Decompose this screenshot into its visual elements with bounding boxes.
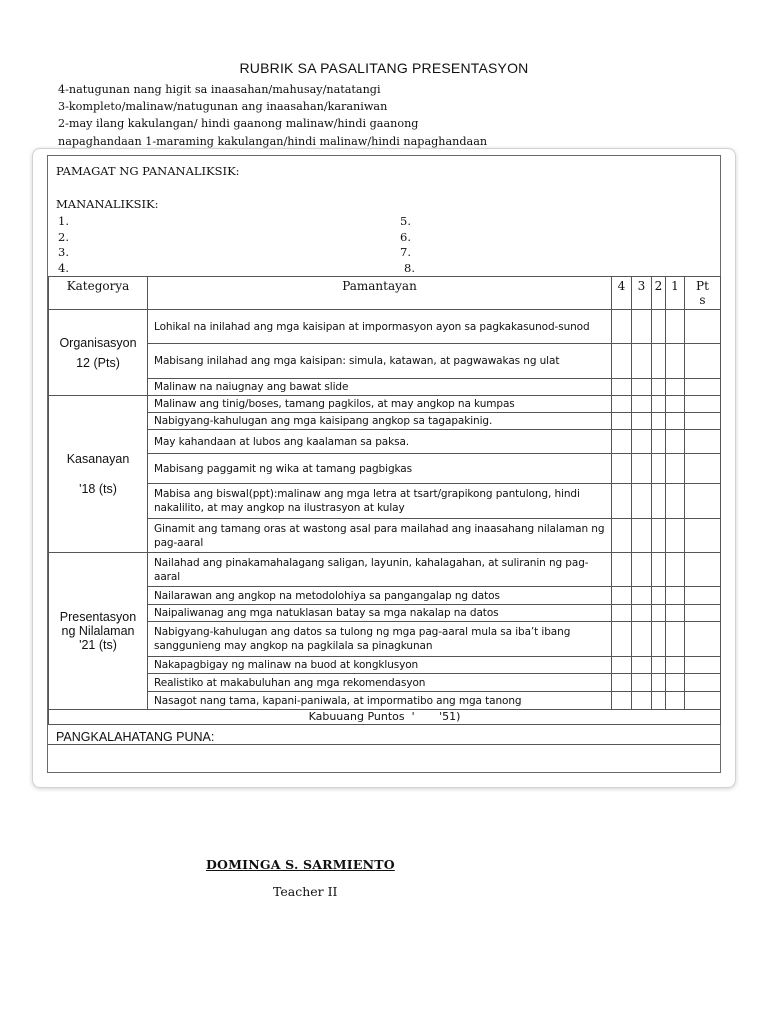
column-header: 3 <box>632 277 652 310</box>
score-cell[interactable] <box>666 344 685 379</box>
points-cell[interactable] <box>685 454 721 484</box>
score-cell[interactable] <box>666 519 685 553</box>
rubric-title: RUBRIK SA PASALITANG PRESENTASYON <box>239 60 529 76</box>
score-cell[interactable] <box>632 674 652 692</box>
rubric-table <box>48 276 721 725</box>
research-title-label: PAMAGAT NG PANANALIKSIK: <box>56 164 240 178</box>
criterion-cell: Mabisa ang biswal(ppt):malinaw ang mga letra at tsart/grapikong pantulong, hindi nakalilito, at may angkop na ilustrasyon at kulay <box>148 484 612 519</box>
score-cell[interactable] <box>652 605 666 622</box>
score-cell[interactable] <box>652 430 666 454</box>
criterion-cell: Ginamit ang tamang oras at wastong asal para mailahad ang inaasahang nilalaman ng pag-aaral <box>148 519 612 553</box>
score-cell[interactable] <box>612 396 632 413</box>
table-header-row <box>49 277 721 310</box>
table-row <box>49 430 721 454</box>
column-header: 1 <box>666 277 685 310</box>
score-cell[interactable] <box>666 430 685 454</box>
score-cell[interactable] <box>632 379 652 396</box>
score-cell[interactable] <box>666 674 685 692</box>
criterion-cell: Malinaw na naiugnay ang bawat slide <box>148 379 612 396</box>
points-cell[interactable] <box>685 657 721 674</box>
score-cell[interactable] <box>652 657 666 674</box>
criterion-cell: Nailarawan ang angkop na metodolohiya sa pangangalap ng datos <box>148 587 612 605</box>
table-row <box>49 454 721 484</box>
score-cell[interactable] <box>612 605 632 622</box>
researcher-slot: 5. <box>400 214 411 228</box>
column-header: 2 <box>652 277 666 310</box>
rating-scale <box>58 81 528 150</box>
table-row <box>49 519 721 553</box>
table-row <box>49 413 721 430</box>
table-row <box>49 692 721 710</box>
criterion-cell: Lohikal na inilahad ang mga kaisipan at impormasyon ayon sa pagkakasunod-sunod <box>148 310 612 344</box>
table-row <box>49 379 721 396</box>
comments-divider <box>48 744 720 745</box>
researcher-slot: 8. <box>404 260 415 275</box>
score-cell[interactable] <box>612 587 632 605</box>
score-cell[interactable] <box>612 454 632 484</box>
score-cell[interactable] <box>632 484 652 519</box>
score-cell[interactable] <box>612 553 632 587</box>
score-cell[interactable] <box>652 379 666 396</box>
criterion-cell: May kahandaan at lubos ang kaalaman sa paksa. <box>148 430 612 454</box>
score-cell[interactable] <box>612 674 632 692</box>
points-cell[interactable] <box>685 553 721 587</box>
score-cell[interactable] <box>652 553 666 587</box>
points-cell[interactable] <box>685 519 721 553</box>
total-label: Kabuuang Puntos ' '51) <box>49 710 721 725</box>
points-cell[interactable] <box>685 430 721 454</box>
score-cell[interactable] <box>666 553 685 587</box>
table-row <box>49 396 721 413</box>
score-cell[interactable] <box>652 587 666 605</box>
points-cell[interactable] <box>685 484 721 519</box>
score-cell[interactable] <box>652 674 666 692</box>
score-cell[interactable] <box>652 396 666 413</box>
score-cell[interactable] <box>632 430 652 454</box>
points-cell[interactable] <box>685 674 721 692</box>
table-row <box>49 674 721 692</box>
score-cell[interactable] <box>652 692 666 710</box>
points-cell[interactable] <box>685 622 721 657</box>
general-comments-label: PANGKALAHATANG PUNA: <box>56 730 215 744</box>
researcher-slot: 6. <box>400 229 411 244</box>
criterion-cell: Naipaliwanag ang mga natuklasan batay sa mga nakalap na datos <box>148 605 612 622</box>
score-cell[interactable] <box>612 484 632 519</box>
score-cell[interactable] <box>666 454 685 484</box>
score-cell[interactable] <box>632 454 652 484</box>
score-cell[interactable] <box>666 622 685 657</box>
category-cell: Organisasyon 12 (Pts) <box>49 310 148 396</box>
criterion-cell: Nabigyang-kahulugan ang datos sa tulong ng mga pag-aaral mula sa iba’t ibang sanggunieng may angkop na pagkilala sa pinagkunan <box>148 622 612 657</box>
researcher-slot: 4. <box>58 260 69 275</box>
score-cell[interactable] <box>666 396 685 413</box>
researcher-slot: 2. <box>58 229 69 244</box>
points-cell[interactable] <box>685 379 721 396</box>
table-row <box>49 344 721 379</box>
researcher-slot: 1. <box>58 214 69 228</box>
points-cell[interactable] <box>685 587 721 605</box>
score-cell[interactable] <box>666 413 685 430</box>
total-row <box>49 710 721 725</box>
score-cell[interactable] <box>652 413 666 430</box>
criterion-cell: Nailahad ang pinakamahalagang saligan, layunin, kahalagahan, at suliranin ng pag-aaral <box>148 553 612 587</box>
table-row <box>49 553 721 587</box>
scale-line: 3-kompleto/malinaw/natugunan ang inaasahan/karaniwan <box>58 100 388 114</box>
form-header <box>56 164 712 212</box>
score-cell[interactable] <box>612 344 632 379</box>
score-cell[interactable] <box>652 454 666 484</box>
signatory-name: DOMINGA S. SARMIENTO <box>206 857 395 872</box>
table-row <box>49 605 721 622</box>
score-cell[interactable] <box>666 379 685 396</box>
score-cell[interactable] <box>666 605 685 622</box>
table-row <box>49 622 721 657</box>
score-cell[interactable] <box>612 692 632 710</box>
score-cell[interactable] <box>652 519 666 553</box>
table-row <box>49 657 721 674</box>
criterion-cell: Malinaw ang tinig/boses, tamang pagkilos, at may angkop na kumpas <box>148 396 612 413</box>
researcher-slot: 7. <box>400 245 411 259</box>
score-cell[interactable] <box>632 396 652 413</box>
criterion-cell: Nabigyang-kahulugan ang mga kaisipang angkop sa tagapakinig. <box>148 413 612 430</box>
score-cell[interactable] <box>666 587 685 605</box>
scale-line: 4-natugunan nang higit sa inaasahan/mahusay/natatangi <box>58 83 381 96</box>
score-cell[interactable] <box>632 587 652 605</box>
points-cell[interactable] <box>685 413 721 430</box>
points-cell[interactable] <box>685 692 721 710</box>
points-cell[interactable] <box>685 396 721 413</box>
points-cell[interactable] <box>685 310 721 344</box>
score-cell[interactable] <box>632 657 652 674</box>
table-row <box>49 484 721 519</box>
score-cell[interactable] <box>632 622 652 657</box>
criterion-cell: Nasagot nang tama, kapani-paniwala, at impormatibo ang mga tanong <box>148 692 612 710</box>
points-cell[interactable] <box>685 605 721 622</box>
score-cell[interactable] <box>612 310 632 344</box>
scale-line: napaghandaan 1-maraming kakulangan/hindi malinaw/hindi napaghandaan <box>58 134 488 148</box>
column-header: Pt s <box>685 277 721 310</box>
researcher-slot: 3. <box>58 245 69 259</box>
points-cell[interactable] <box>685 344 721 379</box>
score-cell[interactable] <box>632 692 652 710</box>
score-cell[interactable] <box>652 484 666 519</box>
column-header: Kategorya <box>49 277 148 310</box>
category-cell: Presentasyon ng Nilalaman '21 (ts) <box>49 553 148 710</box>
table-row <box>49 587 721 605</box>
signatory-role: Teacher II <box>273 884 338 899</box>
score-cell[interactable] <box>632 413 652 430</box>
criterion-cell: Mabisang paggamit ng wika at tamang pagbigkas <box>148 454 612 484</box>
score-cell[interactable] <box>612 519 632 553</box>
score-cell[interactable] <box>666 484 685 519</box>
score-cell[interactable] <box>632 310 652 344</box>
score-cell[interactable] <box>612 413 632 430</box>
score-cell[interactable] <box>666 657 685 674</box>
researchers-label: MANANALIKSIK: <box>56 197 159 211</box>
table-row <box>49 310 721 344</box>
column-header: Pamantayan <box>148 277 612 310</box>
score-cell[interactable] <box>632 553 652 587</box>
score-cell[interactable] <box>612 379 632 396</box>
score-cell[interactable] <box>632 605 652 622</box>
score-cell[interactable] <box>612 657 632 674</box>
score-cell[interactable] <box>666 310 685 344</box>
scale-line: 2-may ilang kakulangan/ hindi gaanong malinaw/hindi gaanong <box>58 117 419 131</box>
score-cell[interactable] <box>652 622 666 657</box>
score-cell[interactable] <box>612 622 632 657</box>
score-cell[interactable] <box>632 344 652 379</box>
category-cell: Kasanayan '18 (ts) <box>49 396 148 553</box>
score-cell[interactable] <box>652 310 666 344</box>
score-cell[interactable] <box>612 430 632 454</box>
criterion-cell: Realistiko at makabuluhan ang mga rekomendasyon <box>148 674 612 692</box>
score-cell[interactable] <box>666 692 685 710</box>
criterion-cell: Nakapagbigay ng malinaw na buod at kongklusyon <box>148 657 612 674</box>
score-cell[interactable] <box>652 344 666 379</box>
column-header: 4 <box>612 277 632 310</box>
score-cell[interactable] <box>632 519 652 553</box>
criterion-cell: Mabisang inilahad ang mga kaisipan: simula, katawan, at pagwawakas ng ulat <box>148 344 612 379</box>
rubric-form <box>47 155 721 773</box>
